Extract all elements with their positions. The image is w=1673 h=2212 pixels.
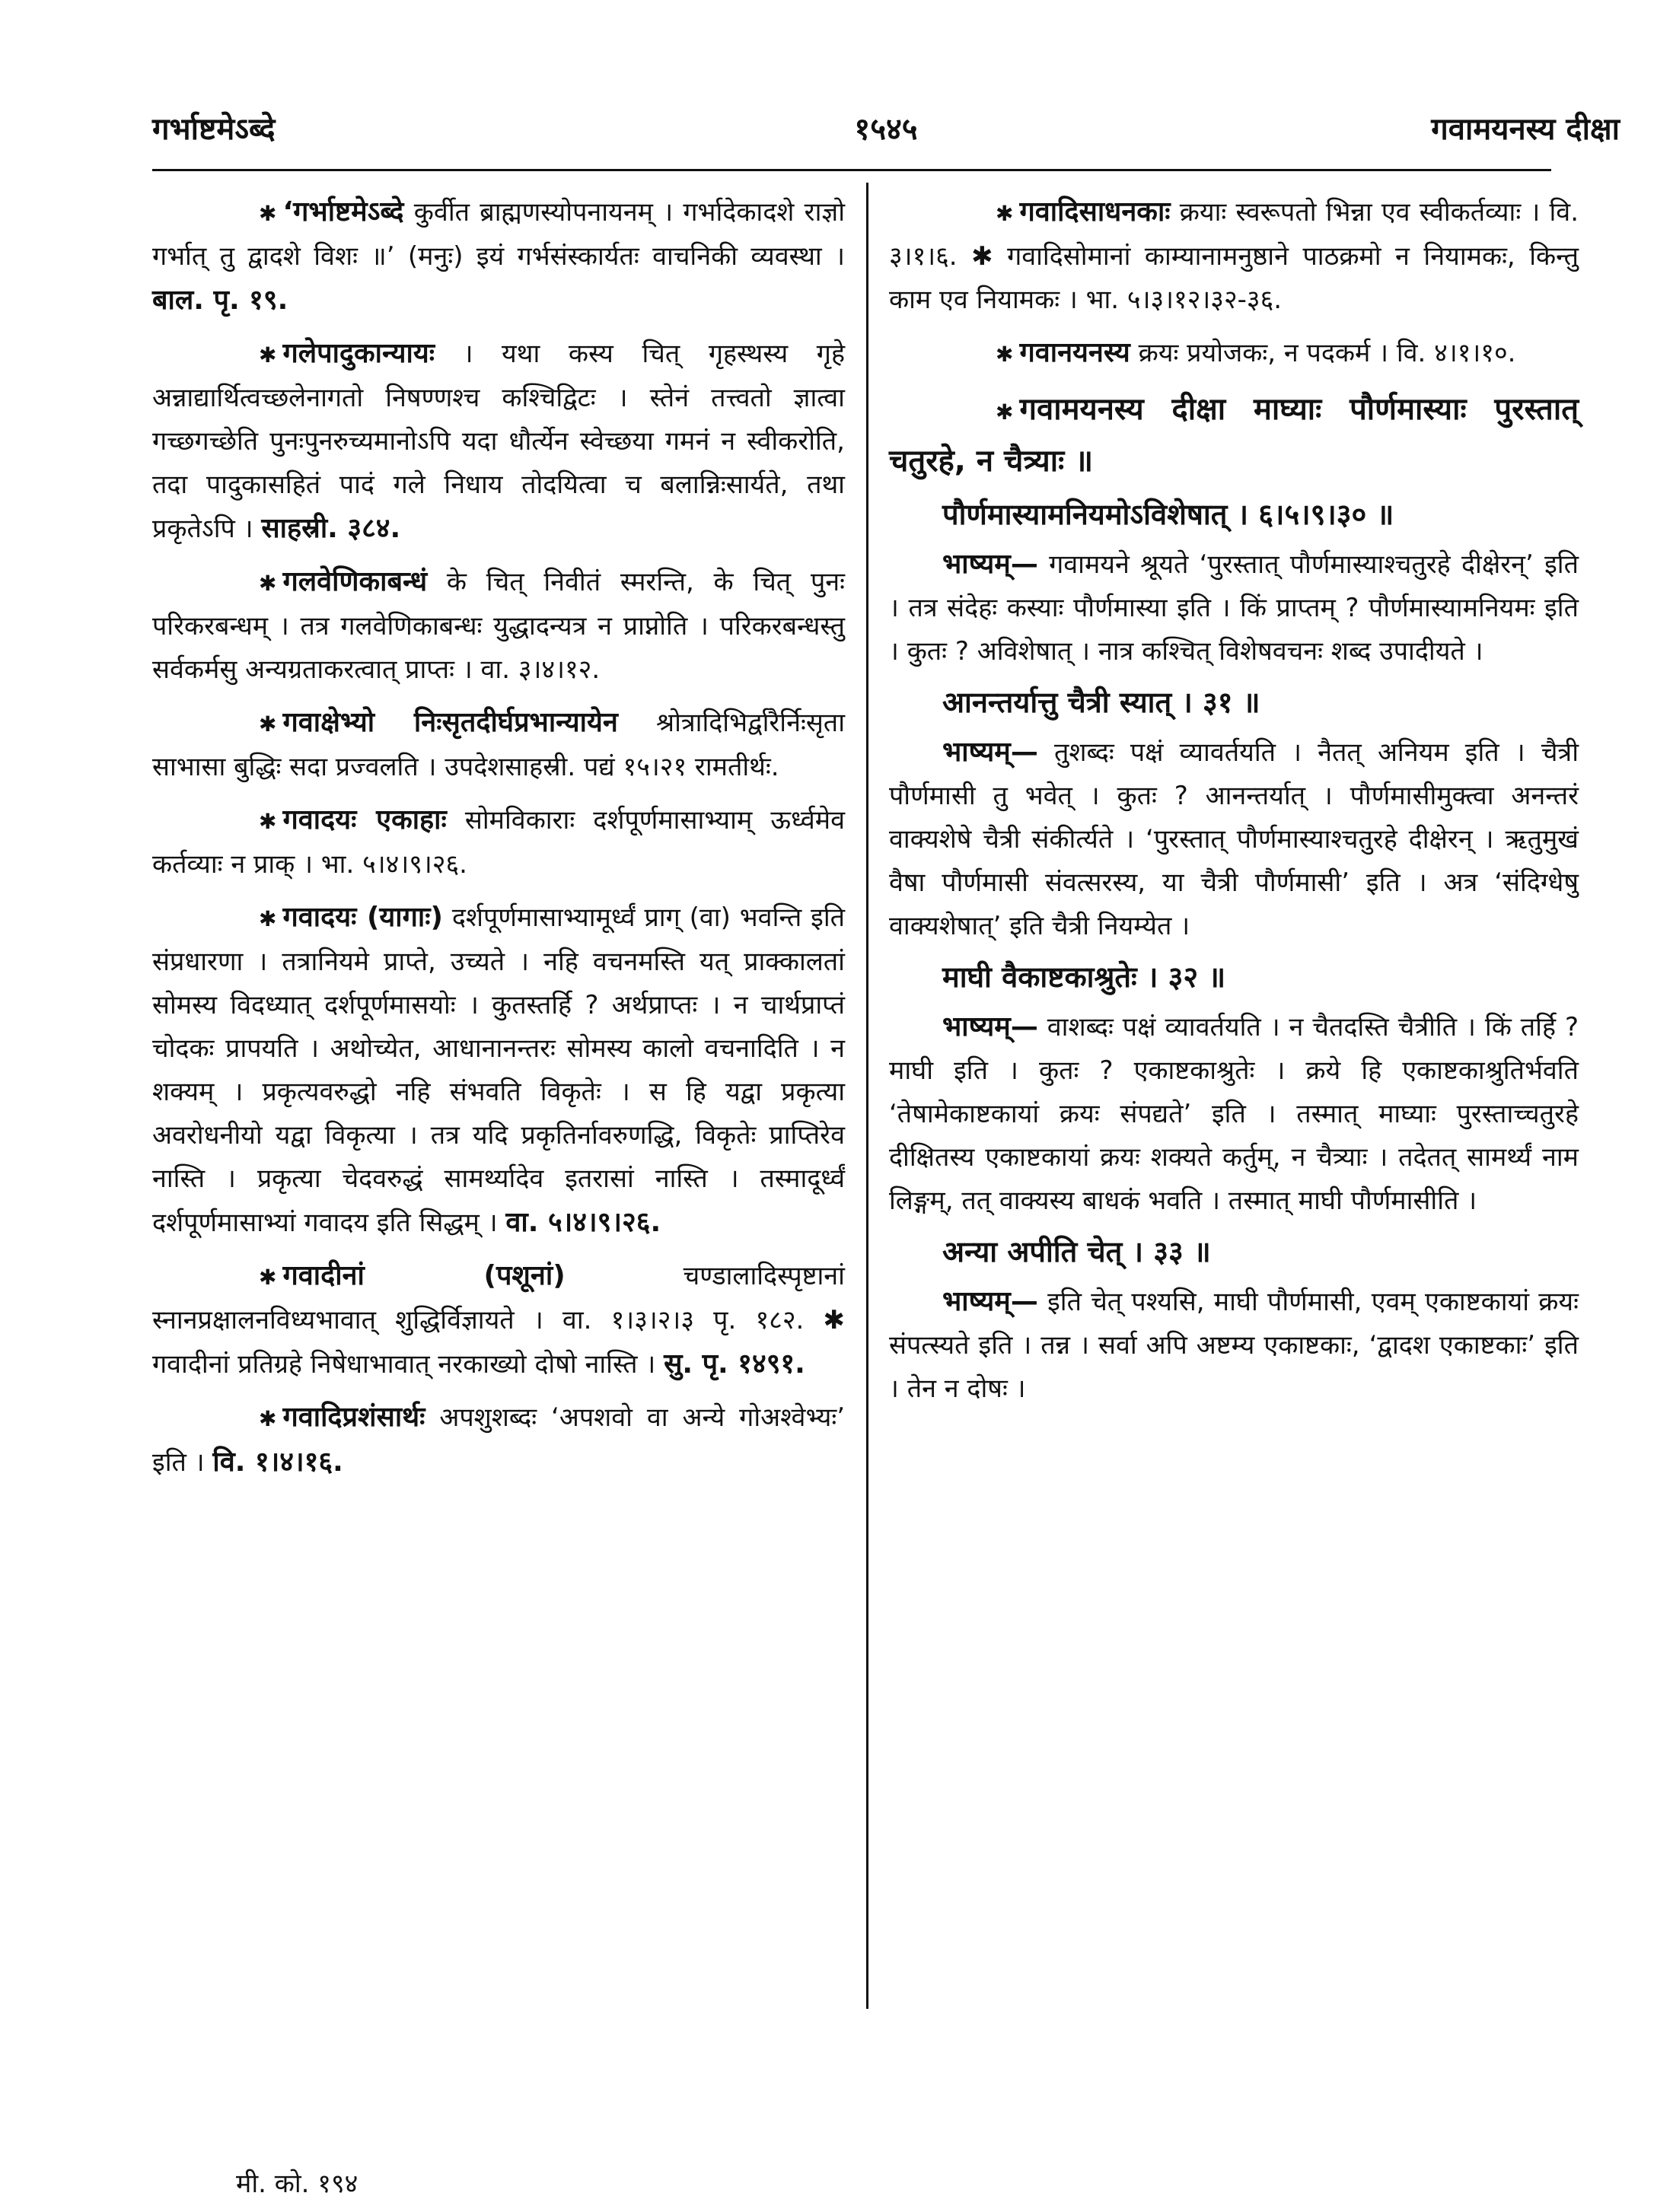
entry-garbhashtame [152,190,845,323]
adhikarana-marker-icon: ✱ [996,399,1014,425]
adhikarana-title-text: गवामयनस्य दीक्षा माघ्याः पौर्णमास्याः पुरस्तात् चतुरहे, न चैत्र्याः ॥ [889,392,1579,479]
entry-reference: भा. ५।३।१२।३२-३६. [1085,285,1283,315]
entry-marker-icon: ✱ [259,1406,277,1431]
entry-text: क्रयाः स्वरूपतो भिन्ना एव स्वीकर्तव्याः । वि. ३।१।६. ✱ गवादिसोमानां काम्यानामनुष्ठाने पाठक्रमो न नियामकः, किन्तु काम एव नियामकः । [889,197,1579,315]
entry-reference: भा. ५।४।९।२६. [320,849,467,880]
sutra-33: अन्या अपीति चेत् । ३३ ॥ [942,1235,1211,1268]
entry-headword: गवादिसाधनकाः [1019,196,1171,228]
entry-marker-icon: ✱ [996,342,1014,367]
page-signature: मी. को. १९४ [236,2169,358,2199]
entry-text: कुर्वीत ब्राह्मणस्योपनायनम् । गर्भादेकादशे राज्ञो गर्भात् तु द्वादशे विशः ॥’ (मनुः) इयं गर्भसंस्कार्यतः वाचनिकी व्यवस्था । [152,197,845,272]
left-column [152,190,845,1494]
sutra-32: माघी वैकाष्टकाश्रुतेः । ३२ ॥ [942,960,1226,994]
running-head-left: गर्भाष्टमेऽब्दे [152,112,276,147]
entry-reference: वि. ४।१।१०. [1396,338,1516,368]
entry-text: सोमविकाराः दर्शपूर्णमासाभ्याम् ऊर्ध्वमेव कर्तव्याः न प्राक् । [152,805,845,880]
entry-gavanayanasya [889,331,1579,376]
right-column [889,190,1579,1418]
bhashya-text: वाशब्दः पक्षं व्यावर्तयति । न चैतदस्ति चैत्रीति । किं तर्हि ? माघी इति । कुतः ? एकाष्टकाश्रुतेः । क्रये हि एकाष्टकाश्रुतिर्भवति ‘तेषामेकाष्टकायां क्रयः संपद्यते’ इति । तस्मात् माघ्याः पुरस्ताच्चतुरहे दीक्षितस्य एकाष्टकायां क्रयः शक्यते कर्तुम्, न चैत्र्याः । तदेतत् सामर्थ्यं नाम लिङ्गम्, तत् वाक्यस्य बाधकं भवति । तस्मात् माघी पौर्णमासीति । [889,1012,1579,1216]
sutra-31: आनन्तर्यात्तु चैत्री स्यात् । ३१ ॥ [942,686,1260,719]
entry-marker-icon: ✱ [259,711,277,737]
entry-marker-icon: ✱ [259,809,277,834]
sutra-30: पौर्णमास्यामनियमोऽविशेषात् । ६।५।९।३० ॥ [942,498,1394,531]
entry-gavadayah-yagah [152,896,845,1245]
bhashya-label: भाष्यम्— [942,549,1038,580]
entry-reference: बाल. पृ. १९. [152,285,288,316]
entry-reference: उपदेशसाहस्री. पद्यं १५।२१ रामतीर्थः. [445,752,779,782]
entry-headword: गवादीनां (पशूनां) [282,1260,566,1291]
entry-marker-icon: ✱ [996,201,1014,226]
entry-headword: गलवेणिकाबन्धं [282,566,428,597]
bhashya-30 [889,543,1579,673]
entry-text: अपशुशब्दः ‘अपशवो वा अन्ये गोअश्वेभ्यः’ इति । [152,1402,846,1478]
entry-gavakshebhyo [152,701,845,789]
running-head-right: गवामयनस्य दीक्षा [1431,112,1620,147]
entry-gavadiprashamsa [152,1396,845,1485]
bhashya-33 [889,1280,1579,1411]
entry-galepaduka [152,332,845,551]
entry-headword: गवानयनस्य [1019,337,1130,368]
bhashya-32 [889,1005,1579,1223]
bhashya-31 [889,730,1579,948]
entry-headword: गवादिप्रशंसार्थः [282,1402,425,1433]
entry-headword: गवादयः एकाहाः [282,804,447,835]
entry-reference: साहस्री. ३८४. [261,513,401,544]
entry-text: क्रयः प्रयोजकः, न पदकर्म । [1138,338,1389,368]
bhashya-label: भाष्यम्— [942,1286,1038,1317]
bhashya-text: तुशब्दः पक्षं व्यावर्तयति । नैतत् अनियम इति । चैत्री पौर्णमासी तु भवेत् । कुतः ? आनन्तर्यात् । पौर्णमासीमुक्त्वा अनन्तरं वाक्यशेषे चैत्री संकीर्त्यते । ‘पुरस्तात् पौर्णमास्याश्चतुरहे दीक्षेरन् । ऋतुमुखं वैषा पौर्णमासी संवत्सरस्य, या चैत्री पौर्णमासी’ इति । अत्र ‘संदिग्धेषु वाक्यशेषात्’ इति चैत्री नियम्येत । [889,737,1579,941]
entry-gavadinam [152,1254,845,1386]
entry-gavadayah-ekahah [152,798,845,886]
entry-text: चण्डालादिस्पृष्टानां स्नानप्रक्षालनविध्यभावात् शुद्धिर्विज्ञायते । वा. १।३।२।३ पृ. १८२. ✱ गवादीनां प्रतिग्रहे निषेधाभावात् नरकाख्यो दोषो नास्ति । [152,1261,845,1380]
entry-text: श्रोत्रादिभिर्द्वारैर्निःसृता साभासा बुद्धिः सदा प्रज्वलति । [152,708,845,782]
bhashya-label: भाष्यम्— [942,737,1038,768]
entry-reference: सु. पृ. १४९१. [664,1348,805,1380]
bhashya-text: गवामयने श्रूयते ‘पुरस्तात् पौर्णमास्याश्चतुरहे दीक्षेरन्’ इति । तत्र संदेहः कस्याः पौर्णमास्या इति । किं प्राप्तम् ? पौर्णमास्यामनियमः इति । कुतः ? अविशेषात् । नात्र कश्चित् विशेषवचनः शब्द उपादीयते । [889,549,1579,667]
entry-marker-icon: ✱ [259,342,277,368]
running-head [152,107,1620,160]
entry-marker-icon: ✱ [259,1265,277,1290]
entry-reference: वा. ३।४।१२. [480,654,601,685]
entry-reference: वा. ५।४।९।२६. [505,1207,661,1238]
bhashya-label: भाष्यम्— [942,1011,1038,1042]
entry-text: दर्शपूर्णमासाभ्यामूर्ध्वं प्राग् (वा) भवन्ति इति संप्रधारणा । तत्रानियमे प्राप्ते, उच्यते । नहि वचनमस्ति यत् प्राक्कालतां सोमस्य विदध्यात् दर्शपूर्णमासयोः । कुतस्तर्हि ? अर्थप्राप्तः । न चार्थप्राप्तं चोदकः प्रापयति । अथोच्येत, आधानानन्तरः सोमस्य कालो वचनादिति । न शक्यम् । प्रकृत्यवरुद्धो नहि संभवति विकृतेः । स हि यद्वा प्रकृत्या अवरोधनीयो यद्वा विकृत्या । तत्र यदि प्रकृतिर्नावरुणद्धि, विकृतेः प्राप्तिरेव नास्ति । प्रकृत्या चेदवरुद्धं सामर्थ्यादेव इतरासां नास्ति । तस्मादूर्ध्वं दर्शपूर्णमासाभ्यां गवादय इति सिद्धम् । [152,902,846,1238]
entry-text: के चित् निवीतं स्मरन्ति, के चित् पुनः परिकरबन्धम् । तत्र गलवेणिकाबन्धः युद्धादन्यत्र न प्राप्नोति । परिकरबन्धस्तु सर्वकर्मसु अन्यग्रताकरत्वात् प्राप्तः । [152,567,845,685]
column-divider [866,183,868,2009]
entry-headword: गवादयः (यागाः) [282,902,443,933]
entry-galavenika [152,560,845,692]
bhashya-text: इति चेत् पश्यसि, माघी पौर्णमासी, एवम् एकाष्टकायां क्रयः संपत्स्यते इति । तन्न । सर्वा अपि अष्टम्य एकाष्टकाः, ‘द्वादश एकाष्टकाः’ इति । तेन न दोषः । [889,1287,1579,1404]
entry-marker-icon: ✱ [259,571,277,596]
entry-headword: गवाक्षेभ्यो निःसृतदीर्घप्रभान्यायेन [282,707,618,738]
entry-marker-icon: ✱ [259,906,277,931]
header-rule [152,169,1551,171]
entry-reference: वि. १।४।१६. [212,1447,343,1478]
entry-headword: ‘गर्भाष्टमेऽब्दे [282,196,404,228]
entry-headword: गलेपादुकान्यायः [282,338,435,369]
entry-gavadisadhanakah [889,190,1579,322]
entry-marker-icon: ✱ [259,201,277,226]
adhikarana-title [889,385,1579,485]
page-number: १५४५ [854,112,918,147]
entry-text: । यथा कस्य चित् गृहस्थस्य गृहे अन्नाद्यार्थित्वच्छलेनागतो निषण्णश्च कश्चिद्विटः । स्तेनं तत्त्वतो ज्ञात्वा गच्छगच्छेति पुनःपुनरुच्यमानोऽपि यदा धौर्त्येन स्वेच्छया गमनं न स्वीकरोति, तदा पादुकासहितं पादं गले निधाय तोदयित्वा च बलान्निःसार्यते, तथा प्रकृतेऽपि । [152,339,845,544]
